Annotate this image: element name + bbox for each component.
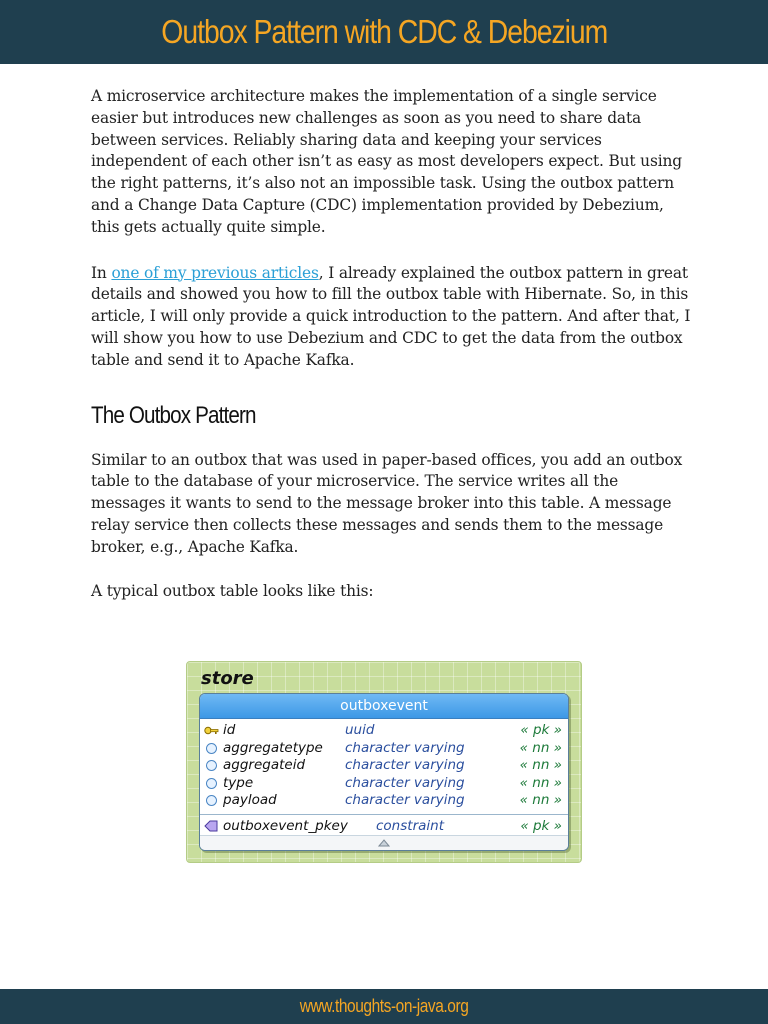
constraint-divider (200, 814, 568, 815)
intro-paragraph: A microservice architecture makes the implementation of a single service easier but introduces new challenges as soon as you need to share data between services. Reliably sharing data and keeping your services independent of each other isn’t as easy as most developers expect. But using the right patterns, it’s also not an impossible task. Using the outbox pattern and a Change Data Capture (CDC) implementation provided by Debezium, this gets actually quite simple. (91, 87, 682, 236)
constraint-icon (203, 818, 219, 835)
previous-articles-link[interactable]: one of my previous articles (111, 263, 319, 282)
column-icon (203, 740, 219, 757)
document-title: Outbox Pattern with CDC & Debezium (161, 13, 607, 50)
outbox-table-diagram (186, 661, 582, 863)
constraint-name: outboxevent_pkey (223, 817, 348, 834)
key-icon (203, 722, 219, 739)
column-flag: « nn » (519, 757, 562, 773)
column-type: character varying (345, 739, 465, 756)
constraint-row (200, 818, 568, 836)
collapse-toggle (200, 835, 568, 850)
footer-url: www.thoughts-on-java.org (299, 996, 469, 1016)
column-icon (203, 757, 219, 774)
column-icon (203, 792, 219, 809)
outbox-description-paragraph: Similar to an outbox that was used in paper-based offices, you add an outbox table to the database of your microservice. The service writes all the messages it wants to send to the message broker into this table. A message relay service then collects these messages and sends them to the message broker, e.g., Apache Kafka. (91, 450, 683, 556)
constraint-flag: « pk » (520, 817, 562, 834)
header-bar (0, 0, 768, 64)
column-type: character varying (345, 792, 465, 808)
previous-article-paragraph (91, 263, 691, 372)
column-row-type (200, 775, 568, 793)
column-flag: « pk » (520, 722, 562, 738)
table-entity (199, 693, 569, 851)
chevron-up-icon (378, 839, 390, 847)
paragraph-prefix: In (91, 263, 112, 282)
column-type: character varying (345, 757, 465, 773)
column-row-aggregatetype (200, 740, 568, 758)
column-name: aggregateid (223, 757, 306, 773)
column-flag: « nn » (519, 774, 562, 791)
constraint-type: constraint (376, 817, 444, 834)
column-name: id (223, 722, 236, 738)
section-heading: The Outbox Pattern (91, 401, 256, 429)
column-row-payload (200, 792, 568, 810)
column-row-aggregateid (200, 757, 568, 775)
column-type: uuid (345, 722, 375, 738)
table-name: outboxevent (200, 694, 568, 719)
column-type: character varying (345, 774, 465, 791)
column-flag: « nn » (519, 792, 562, 808)
column-icon (203, 775, 219, 792)
footer-bar (0, 989, 768, 1024)
table-intro-paragraph: A typical outbox table looks like this: (91, 581, 374, 600)
column-name: payload (223, 792, 277, 808)
schema-label: store (201, 668, 254, 689)
column-name: type (223, 774, 254, 791)
column-name: aggregatetype (223, 739, 323, 756)
column-row-id (200, 722, 568, 740)
column-flag: « nn » (519, 739, 562, 756)
article-body (91, 86, 691, 602)
paragraph-suffix: , I already explained the outbox pattern in great details and showed you how to fill the outbox table with Hibernate. So, in this article, I will only provide a quick introduction to the pattern. And after that, I will show you how to use Debezium and CDC to get the data from the outbox table and send it to Apache Kafka. (91, 263, 691, 369)
